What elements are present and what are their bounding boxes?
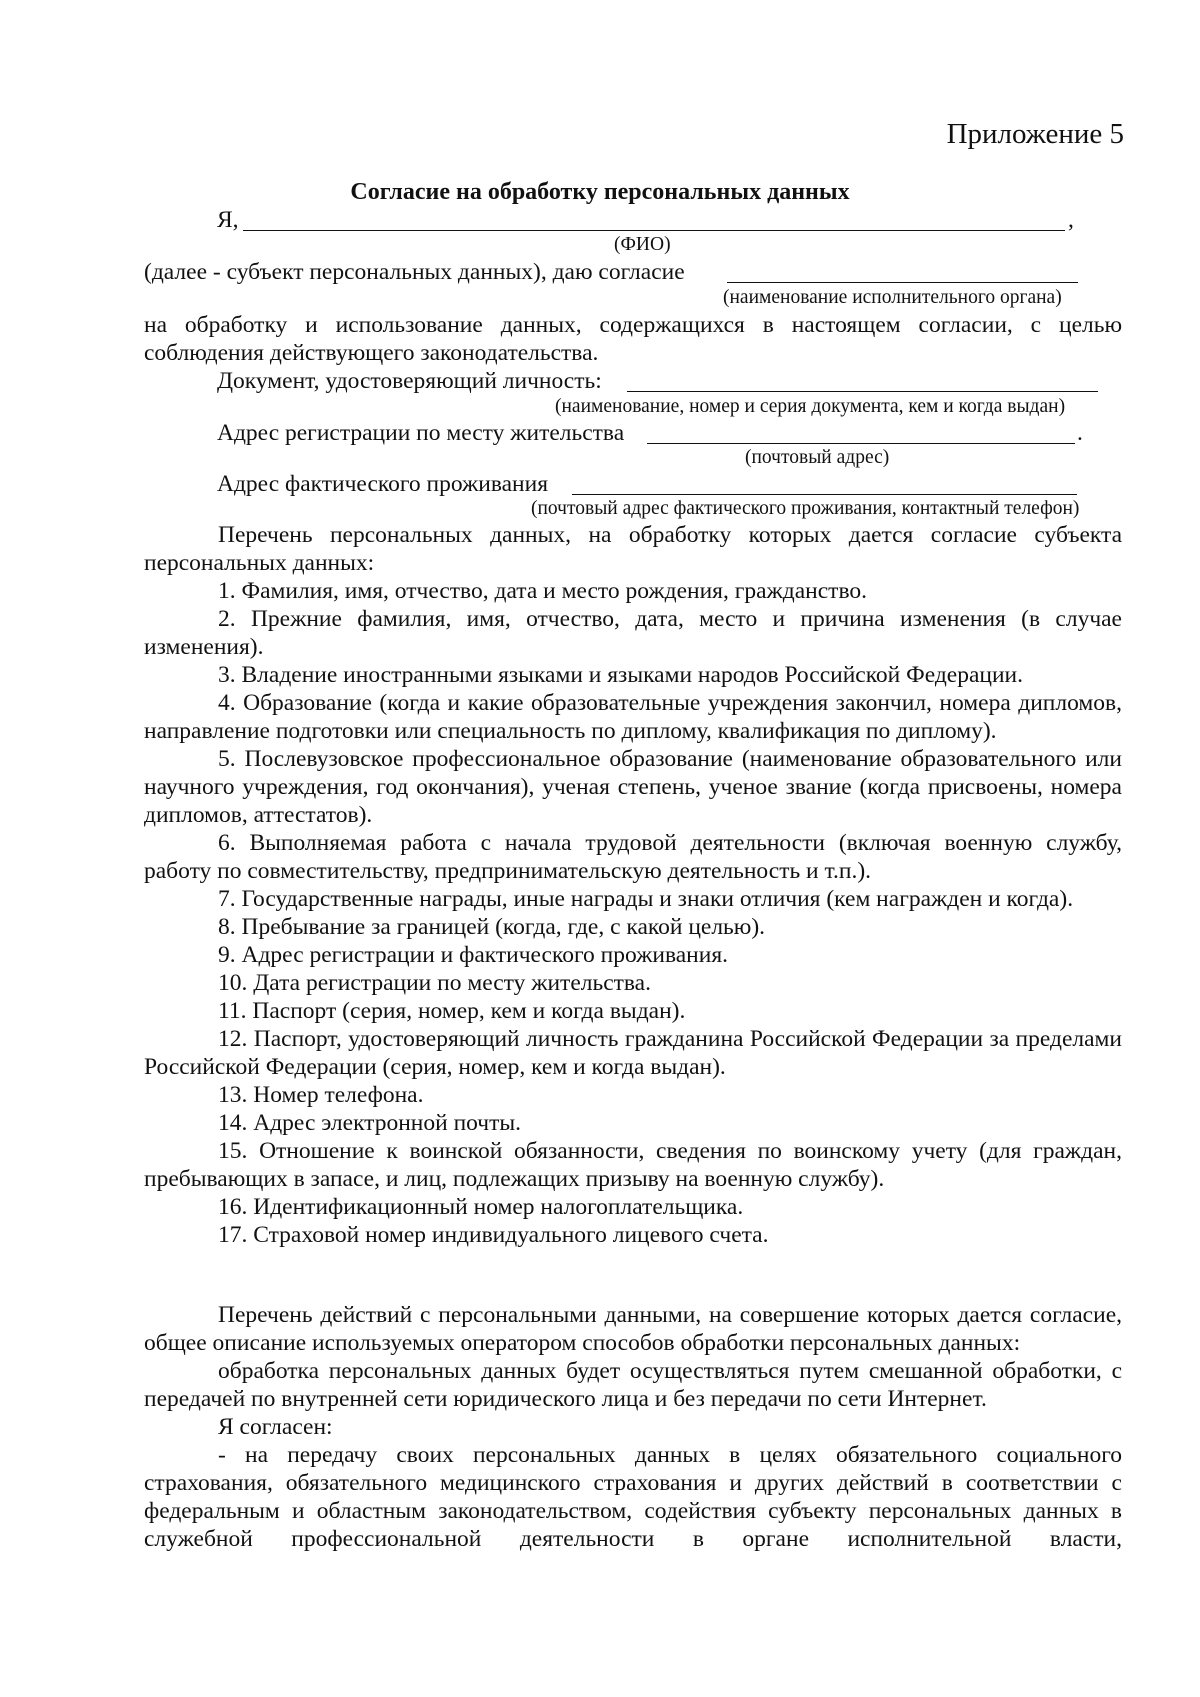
- list-item: 7. Государственные награды, иные награды и знаки отличия (кем награжден и когда).: [218, 886, 1074, 912]
- id-document-label: Документ, удостоверяющий личность:: [217, 368, 602, 394]
- executive-body-caption: (наименование исполнительного органа): [723, 287, 1062, 308]
- list-item: 4. Образование (когда и какие образовательные учреждения закончил, номера дипломов, направление подготовки или специальность по диплому, квалификация по диплому).: [144, 690, 1122, 744]
- list-item: 11. Паспорт (серия, номер, кем и когда выдан).: [218, 998, 686, 1024]
- list-item: 3. Владение иностранными языками и языками народов Российской Федерации.: [218, 662, 1023, 688]
- list-item: 8. Пребывание за границей (когда, где, с какой целью).: [218, 914, 766, 940]
- actual-address-label: Адрес фактического проживания: [217, 471, 549, 497]
- list-item: 1. Фамилия, имя, отчество, дата и место рождения, гражданство.: [218, 578, 868, 604]
- agree-text: - на передачу своих персональных данных в целях обязательного социального страхования, обязательного медицинского страхования и других действий в соответствии с федеральным и областным законодательством, содействия субъекту персональных данных в служебной профессиональной деятельности в органе исполнительной власти,: [144, 1442, 1122, 1552]
- fio-caption: (ФИО): [614, 234, 671, 255]
- fio-prefix: Я,: [217, 207, 239, 233]
- annex-label: Приложение 5: [946, 118, 1124, 150]
- reg-address-label: Адрес регистрации по месту жительства: [217, 420, 625, 446]
- actions-intro: Перечень действий с персональными данными, на совершение которых дается согласие, общее описание используемых оператором способов обработки персональных данных:: [144, 1302, 1122, 1356]
- reg-address-caption: (почтовый адрес): [745, 447, 890, 468]
- list-item: 13. Номер телефона.: [218, 1082, 424, 1108]
- purpose-paragraph: на обработку и использование данных, содержащихся в настоящем согласии, с целью соблюдения действующего законодательства.: [144, 312, 1122, 366]
- fio-field[interactable]: [243, 230, 1065, 231]
- list-item: 2. Прежние фамилия, имя, отчество, дата, место и причина изменения (в случае изменения).: [144, 606, 1122, 660]
- list-item: 14. Адрес электронной почты.: [218, 1110, 522, 1136]
- id-document-field[interactable]: [627, 391, 1098, 392]
- processing-section: [144, 1301, 1122, 1553]
- executive-body-field[interactable]: [727, 282, 1078, 283]
- list-item: 12. Паспорт, удостоверяющий личность гражданина Российской Федерации за пределами Российской Федерации (серия, номер, кем и когда выдан).: [144, 1026, 1122, 1080]
- list-item: 10. Дата регистрации по месту жительства.: [218, 970, 651, 996]
- actual-address-caption: (почтовый адрес фактического проживания, контактный телефон): [531, 498, 1080, 519]
- document-title: Согласие на обработку персональных данных: [350, 179, 850, 205]
- list-item: 9. Адрес регистрации и фактического проживания.: [218, 942, 729, 968]
- agree-heading: Я согласен:: [218, 1414, 333, 1440]
- processing-method: обработка персональных данных будет осуществляться путем смешанной обработки, с передачей по внутренней сети юридического лица и без передачи по сети Интернет.: [144, 1358, 1122, 1412]
- list-item: 16. Идентификационный номер налогоплательщика.: [218, 1194, 744, 1220]
- id-document-caption: (наименование, номер и серия документа, кем и когда выдан): [555, 396, 1066, 417]
- fio-suffix: ,: [1068, 207, 1074, 233]
- list-item: 6. Выполняемая работа с начала трудовой деятельности (включая военную службу, работу по совместительству, предпринимательскую деятельность и т.п.).: [144, 830, 1122, 884]
- personal-data-list: [144, 521, 1122, 1249]
- actual-address-field[interactable]: [572, 494, 1077, 495]
- subject-text: (далее - субъект персональных данных), даю согласие: [144, 259, 685, 285]
- reg-address-suffix: .: [1077, 420, 1083, 446]
- reg-address-field[interactable]: [647, 443, 1075, 444]
- list-item: 5. Послевузовское профессиональное образование (наименование образовательного или научного учреждения, год окончания), ученая степень, ученое звание (когда присвоены, номера дипломов, аттестатов).: [144, 746, 1122, 828]
- list-item: 15. Отношение к воинской обязанности, сведения по воинскому учету (для граждан, пребывающих в запасе, и лиц, подлежащих призыву на военную службу).: [144, 1138, 1122, 1192]
- list-intro: Перечень персональных данных, на обработку которых дается согласие субъекта персональных данных:: [144, 522, 1122, 576]
- list-item: 17. Страховой номер индивидуального лицевого счета.: [218, 1222, 769, 1248]
